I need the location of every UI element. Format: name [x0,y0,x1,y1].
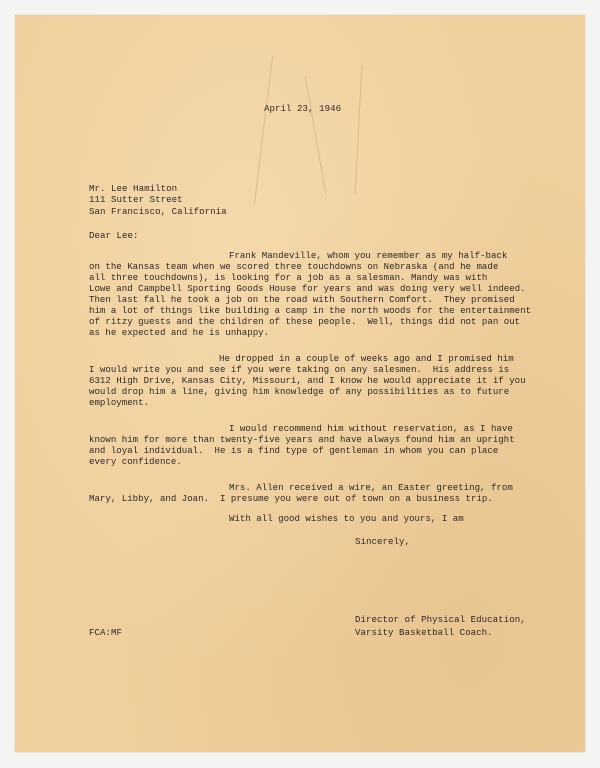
paragraph-line: known him for more than twenty-five years and have always found him an upright [89,434,515,445]
paragraph-line: as he expected and he is unhappy. [89,327,270,338]
paragraph-1 [89,250,531,338]
paragraph-line: of ritzy guests and the children of these people. Well, things did not pan out [89,316,521,327]
typist-initials: FCA:MF [89,627,123,638]
paragraph-line: Mary, Libby, and Joan. I presume you were out of town on a business trip. [89,493,493,504]
paragraph-2 [89,353,526,408]
signature-title-2: Varsity Basketball Coach. [355,627,493,638]
paragraph-3 [89,423,515,467]
paragraph-line: would drop him a line, giving him knowledge of any possibilities as to future [89,386,510,397]
paragraph-line: employment. [89,397,150,408]
paragraph-line: him a lot of things like building a camp in the north woods for the entertainment [89,305,532,316]
paragraph-5 [229,513,464,524]
paper-crease [305,76,327,194]
paragraph-line: and loyal individual. He is a find type of gentleman in whom you can place [89,445,499,456]
paragraph-line: I would recommend him without reservation, as I have [229,423,513,434]
paper-crease [254,55,273,204]
paragraph-line: I would write you and see if you were taking on any salesmen. His address is [89,364,510,375]
recipient-street: 111 Sutter Street [89,194,183,205]
paragraph-4 [89,482,513,504]
recipient-name: Mr. Lee Hamilton [89,183,178,194]
paragraph-line: Lowe and Campbell Sporting Goods House for years and was doing very well indeed. [89,283,526,294]
letter-date: April 23, 1946 [264,103,342,114]
closing: Sincerely, [355,536,411,547]
paragraph-line: Frank Mandeville, whom you remember as my half-back [229,250,508,261]
paragraph-line: He dropped in a couple of weeks ago and I promised him [219,353,514,364]
paragraph-line: on the Kansas team when we scored three touchdowns on Nebraska (and he made [89,261,499,272]
paper-crease [355,65,363,195]
signature-title-1: Director of Physical Education, [355,614,526,625]
salutation: Dear Lee: [89,230,139,241]
recipient-city: San Francisco, California [89,206,227,217]
paragraph-line: all three touchdowns), is looking for a job as a salesman. Mandy was with [89,272,488,283]
paragraph-line: With all good wishes to you and yours, I am [229,513,464,524]
paragraph-line: Mrs. Allen received a wire, an Easter greeting, from [229,482,513,493]
paragraph-line: every confidence. [89,456,182,467]
paragraph-line: Then last fall he took a job on the road with Southern Comfort. They promised [89,294,515,305]
paragraph-line: 6312 High Drive, Kansas City, Missouri, and I know he would appreciate it if you [89,375,526,386]
